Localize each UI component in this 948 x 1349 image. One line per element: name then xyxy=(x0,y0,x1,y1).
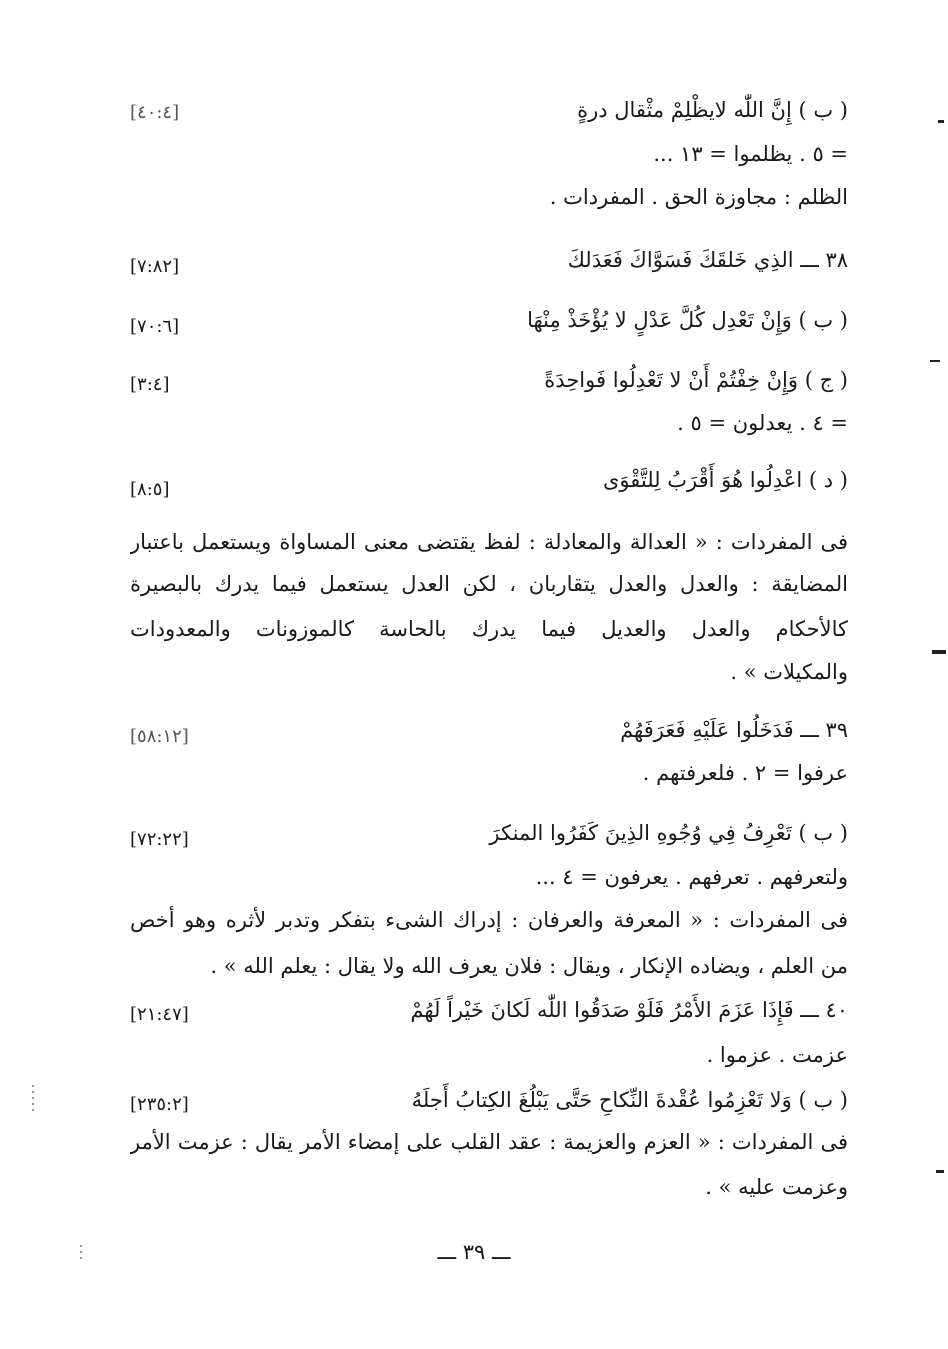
verse-line: ( ب ) تَعْرِفُ فِي وُجُوهِ الذِينَ كَفَرُوا المنكرَ xyxy=(489,821,848,845)
paragraph-line: المضايقة : والعدل والعدل يتقاربان ، لكن العدل يستعمل فيما يدرك بالبصيرة xyxy=(130,572,848,596)
scan-mark xyxy=(936,1170,944,1173)
verse-line: ( ب ) إِنَّ اللّٰه لايظْلِمْ مثْقال درةٍ xyxy=(577,98,848,122)
verse-reference: [٤٠:٤] xyxy=(130,102,180,123)
verse-reference: [٧٠:٦] xyxy=(130,316,180,337)
verse-line: ( ب ) وَإِنْ تَعْدِل كُلَّ عَدْلٍ لا يُؤْخَذْ مِنْهَا xyxy=(527,308,848,332)
page-number: ـــ ٣٩ ـــ xyxy=(437,1240,511,1264)
verse-reference: [٧:٨٢] xyxy=(130,256,180,277)
verse-reference: [٢٣٥:٢] xyxy=(130,1094,189,1115)
entry-heading-38: ٣٨ ـــ الذِي خَلقَكَ فَسَوَّاكَ فَعَدَلكَ xyxy=(567,248,848,272)
entry-heading-39: ٣٩ ـــ فَدَخَلُوا عَلَيْهِ فَعَرَفَهُمْ xyxy=(620,718,848,742)
count-line: ولتعرفهم . تعرفهم . يعرفون = ٤ ... xyxy=(535,865,848,889)
scan-dots xyxy=(32,1085,34,1115)
count-line: = ٤ . يعدلون = ٥ . xyxy=(677,411,848,435)
paragraph-line: فى المفردات : « العدالة والمعادلة : لفظ يقتضى معنى المساواة ويستعمل باعتبار xyxy=(130,530,848,554)
scan-mark xyxy=(932,650,946,654)
count-line: عزمت . عزموا . xyxy=(706,1043,848,1067)
verse-reference: [٢١:٤٧] xyxy=(130,1004,189,1025)
verse-reference: [٨:٥] xyxy=(130,479,170,500)
scan-mark xyxy=(938,120,944,123)
verse-reference: [٣:٤] xyxy=(130,374,170,395)
definition-line: الظلم : مجاوزة الحق . المفردات . xyxy=(549,185,848,209)
count-line: = ٥ . يظلموا = ١٣ ... xyxy=(653,142,848,166)
paragraph-line: فى المفردات : « المعرفة والعرفان : إدراك الشىء بتفكر وتدبر لأثره وهو أخص xyxy=(130,908,848,932)
verse-line: ( ج ) وَإِنْ خِفْتُمْ أَنْ لا تَعْدِلُوا فَواحِدَةً xyxy=(544,368,848,392)
verse-reference: [٧٢:٢٢] xyxy=(130,829,189,850)
scan-mark xyxy=(930,360,940,362)
verse-reference: [٥٨:١٢] xyxy=(130,726,189,747)
verse-line: ( ب ) وَلا تَعْزِمُوا عُقْدةَ النِّكاحِ حَتَّى يَبْلُغَ الكِتابُ أَجلَهُ xyxy=(411,1088,848,1112)
paragraph-line: والمكيلات » . xyxy=(730,660,848,684)
paragraph-line: فى المفردات : « العزم والعزيمة : عقد القلب على إمضاء الأمر يقال : عزمت الأمر xyxy=(130,1130,848,1154)
count-line: عرفوا = ٢ . فلعرفتهم . xyxy=(642,761,848,785)
entry-heading-40: ٤٠ ـــ فَإِذَا عَزَمَ الأَمْرُ فَلَوْ صَدَقُوا اللّٰه لَكانَ خَيْراً لَهُمْ xyxy=(410,998,848,1022)
paragraph-line: من العلم ، ويضاده الإنكار ، ويقال : فلان يعرف الله ولا يقال : يعلم الله » . xyxy=(210,954,848,978)
scan-dots xyxy=(80,1245,82,1259)
verse-line: ( د ) اعْدِلُوا هُوَ أَقْرَبُ لِلتَّقْوَى xyxy=(602,468,848,492)
paragraph-line: وعزمت عليه » . xyxy=(705,1175,848,1199)
paragraph-line: كالأحكام والعدل والعديل فيما يدرك بالحاسة كالموزونات والمعدودات xyxy=(130,617,848,641)
